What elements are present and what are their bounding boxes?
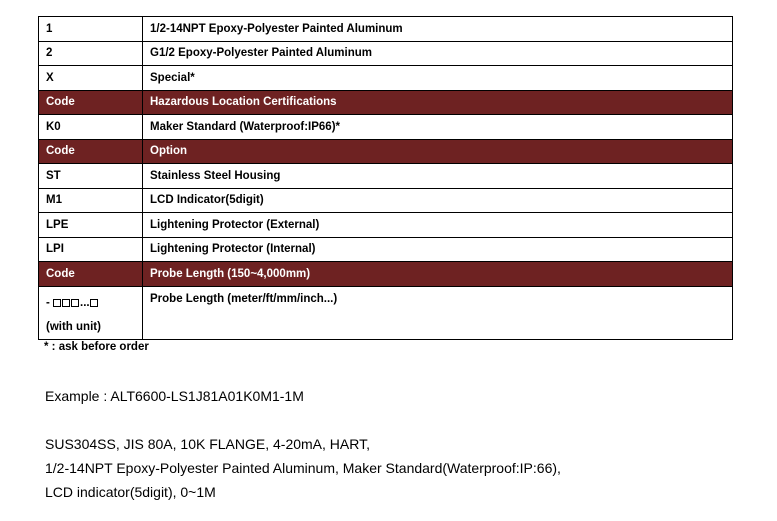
table-row (39, 17, 733, 42)
code-header-cell: Code (39, 90, 143, 115)
description-cell: Lightening Protector (Internal) (143, 237, 733, 262)
description-cell: 1/2-14NPT Epoxy-Polyester Painted Aluminum (143, 17, 733, 42)
digit-boxes-end (90, 291, 99, 315)
length-code-prefix: - (46, 296, 54, 309)
description-cell: Stainless Steel Housing (143, 164, 733, 189)
description-cell: Lightening Protector (External) (143, 213, 733, 238)
description-cell: G1/2 Epoxy-Polyester Painted Aluminum (143, 41, 733, 66)
digit-boxes (53, 291, 80, 315)
code-cell: LPI (39, 237, 143, 262)
footnote: * : ask before order (44, 341, 149, 353)
code-cell: LPE (39, 213, 143, 238)
table-row (39, 41, 733, 66)
code-header-cell: Code (39, 139, 143, 164)
description-cell: Maker Standard (Waterproof:IP66)* (143, 115, 733, 140)
code-header-cell: Code (39, 262, 143, 287)
spec-table (38, 16, 733, 340)
code-cell: ST (39, 164, 143, 189)
table-row (39, 237, 733, 262)
section-header-row (39, 262, 733, 287)
section-title-cell: Probe Length (150~4,000mm) (143, 262, 733, 287)
table-row (39, 66, 733, 91)
example-description-line-1: SUS304SS, JIS 80A, 10K FLANGE, 4-20mA, HART, (45, 436, 370, 452)
description-cell: Probe Length (meter/ft/mm/inch...) (143, 286, 733, 339)
code-cell: M1 (39, 188, 143, 213)
section-header-row (39, 90, 733, 115)
length-code-pattern (46, 291, 142, 315)
example-description-line-3: LCD indicator(5digit), 0~1M (45, 484, 216, 500)
table-row (39, 213, 733, 238)
section-title-cell: Hazardous Location Certifications (143, 90, 733, 115)
table-row (39, 188, 733, 213)
section-title-cell: Option (143, 139, 733, 164)
section-header-row (39, 139, 733, 164)
code-cell: K0 (39, 115, 143, 140)
table-row (39, 164, 733, 189)
length-code-cell (39, 286, 143, 339)
length-code-ellipsis: ... (80, 296, 90, 309)
description-cell: Special* (143, 66, 733, 91)
example-description-line-2: 1/2-14NPT Epoxy-Polyester Painted Aluminum, Maker Standard(Waterproof:IP:66), (45, 460, 561, 476)
table-row (39, 286, 733, 339)
code-cell: 1 (39, 17, 143, 42)
example-code: Example : ALT6600-LS1J81A01K0M1-1M (45, 388, 304, 404)
code-cell: X (39, 66, 143, 91)
digit-box-icon (62, 299, 70, 307)
digit-box-icon (53, 299, 61, 307)
description-cell: LCD Indicator(5digit) (143, 188, 733, 213)
length-code-unit: (with unit) (46, 320, 101, 333)
digit-box-icon (71, 299, 79, 307)
code-cell: 2 (39, 41, 143, 66)
table-row (39, 115, 733, 140)
digit-box-icon (90, 299, 98, 307)
